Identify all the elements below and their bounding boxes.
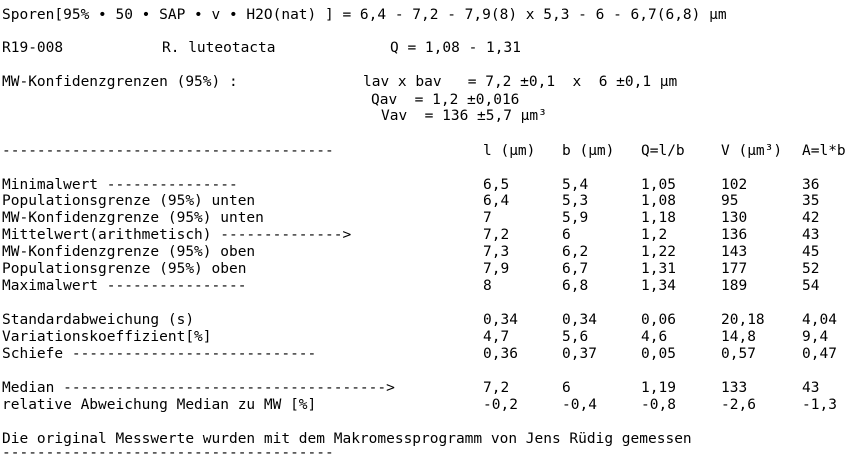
cell-length: 7,3: [483, 244, 510, 260]
cell-q: 1,05: [641, 177, 676, 193]
row-label: MW-Konfidenzgrenze (95%) unten: [2, 210, 264, 226]
cell-area: 52: [802, 261, 820, 277]
cell-area: 43: [802, 380, 820, 396]
lav-bav-value: lav x bav = 7,2 ±0,1 x 6 ±0,1 µm: [363, 74, 678, 90]
cell-volume: 143: [721, 244, 748, 260]
column-header-q: Q=l/b: [641, 143, 685, 159]
row-label: Schiefe ----------------------------: [2, 346, 317, 362]
cell-volume: 130: [721, 210, 748, 226]
cell-q: 1,19: [641, 380, 676, 396]
cell-width: 0,34: [562, 312, 597, 328]
cell-area: 42: [802, 210, 820, 226]
species-name: R. luteotacta: [162, 40, 276, 56]
column-header-width: b (µm): [562, 143, 615, 159]
cell-volume: 133: [721, 380, 748, 396]
cell-width: -0,4: [562, 397, 597, 413]
row-label: Populationsgrenze (95%) oben: [2, 261, 247, 277]
row-label: Variationskoeffizient[%]: [2, 329, 212, 345]
cell-length: 7,9: [483, 261, 510, 277]
column-header-volume: V (µm³): [721, 143, 783, 159]
cell-volume: 14,8: [721, 329, 756, 345]
collection-id: R19-008: [2, 40, 64, 56]
cell-q: 0,06: [641, 312, 676, 328]
cell-area: -1,3: [802, 397, 837, 413]
cell-volume: 102: [721, 177, 748, 193]
cell-q: 1,22: [641, 244, 676, 260]
footer-separator: --------------------------------------: [2, 445, 334, 461]
spore-summary-line: Sporen[95% • 50 • SAP • v • H2O(nat) ] = 6,4 - 7,2 - 7,9(8) x 5,3 - 6 - 6,7(6,8) µm: [2, 7, 727, 23]
cell-q: 1,31: [641, 261, 676, 277]
cell-q: 1,2: [641, 227, 668, 243]
cell-length: 0,34: [483, 312, 518, 328]
cell-length: 8: [483, 278, 492, 294]
cell-volume: 0,57: [721, 346, 756, 362]
cell-volume: 189: [721, 278, 748, 294]
row-label: Populationsgrenze (95%) unten: [2, 193, 256, 209]
column-header-length: l (µm): [483, 143, 536, 159]
confidence-label: MW-Konfidenzgrenzen (95%) :: [2, 74, 238, 90]
column-header-area: A=l*b: [802, 143, 846, 159]
cell-volume: -2,6: [721, 397, 756, 413]
row-label: Maximalwert ----------------: [2, 278, 247, 294]
cell-q: 1,34: [641, 278, 676, 294]
cell-area: 4,04: [802, 312, 837, 328]
row-label: Standardabweichung (s): [2, 312, 195, 328]
cell-length: 7,2: [483, 227, 510, 243]
cell-volume: 95: [721, 193, 739, 209]
cell-width: 6,7: [562, 261, 589, 277]
vav-value: Vav = 136 ±5,7 µm³: [381, 108, 547, 124]
q-range: Q = 1,08 - 1,31: [390, 40, 521, 56]
cell-length: 7: [483, 210, 492, 226]
row-label: MW-Konfidenzgrenze (95%) oben: [2, 244, 256, 260]
row-label: Minimalwert ---------------: [2, 177, 238, 193]
cell-area: 0,47: [802, 346, 837, 362]
cell-area: 43: [802, 227, 820, 243]
cell-width: 6,8: [562, 278, 589, 294]
header-separator: --------------------------------------: [2, 143, 334, 159]
cell-q: 1,18: [641, 210, 676, 226]
footer-note: Die original Messwerte wurden mit dem Makromessprogramm von Jens Rüdig gemessen: [2, 431, 692, 447]
cell-volume: 136: [721, 227, 748, 243]
qav-value: Qav = 1,2 ±0,016: [371, 92, 520, 108]
row-label: Mittelwert(arithmetisch) -------------->: [2, 227, 352, 243]
cell-length: 0,36: [483, 346, 518, 362]
cell-volume: 20,18: [721, 312, 765, 328]
cell-volume: 177: [721, 261, 748, 277]
cell-length: 4,7: [483, 329, 510, 345]
cell-width: 5,3: [562, 193, 589, 209]
cell-length: 6,5: [483, 177, 510, 193]
cell-area: 36: [802, 177, 820, 193]
cell-area: 35: [802, 193, 820, 209]
cell-length: 6,4: [483, 193, 510, 209]
cell-area: 9,4: [802, 329, 829, 345]
cell-q: 0,05: [641, 346, 676, 362]
cell-q: -0,8: [641, 397, 676, 413]
cell-q: 4,6: [641, 329, 668, 345]
cell-width: 5,9: [562, 210, 589, 226]
row-label: Median ------------------------------------->: [2, 380, 395, 396]
cell-length: -0,2: [483, 397, 518, 413]
cell-width: 5,4: [562, 177, 589, 193]
cell-width: 6,2: [562, 244, 589, 260]
row-label: relative Abweichung Median zu MW [%]: [2, 397, 317, 413]
cell-area: 54: [802, 278, 820, 294]
cell-area: 45: [802, 244, 820, 260]
cell-q: 1,08: [641, 193, 676, 209]
cell-width: 6: [562, 227, 571, 243]
cell-width: 0,37: [562, 346, 597, 362]
cell-length: 7,2: [483, 380, 510, 396]
cell-width: 5,6: [562, 329, 589, 345]
cell-width: 6: [562, 380, 571, 396]
